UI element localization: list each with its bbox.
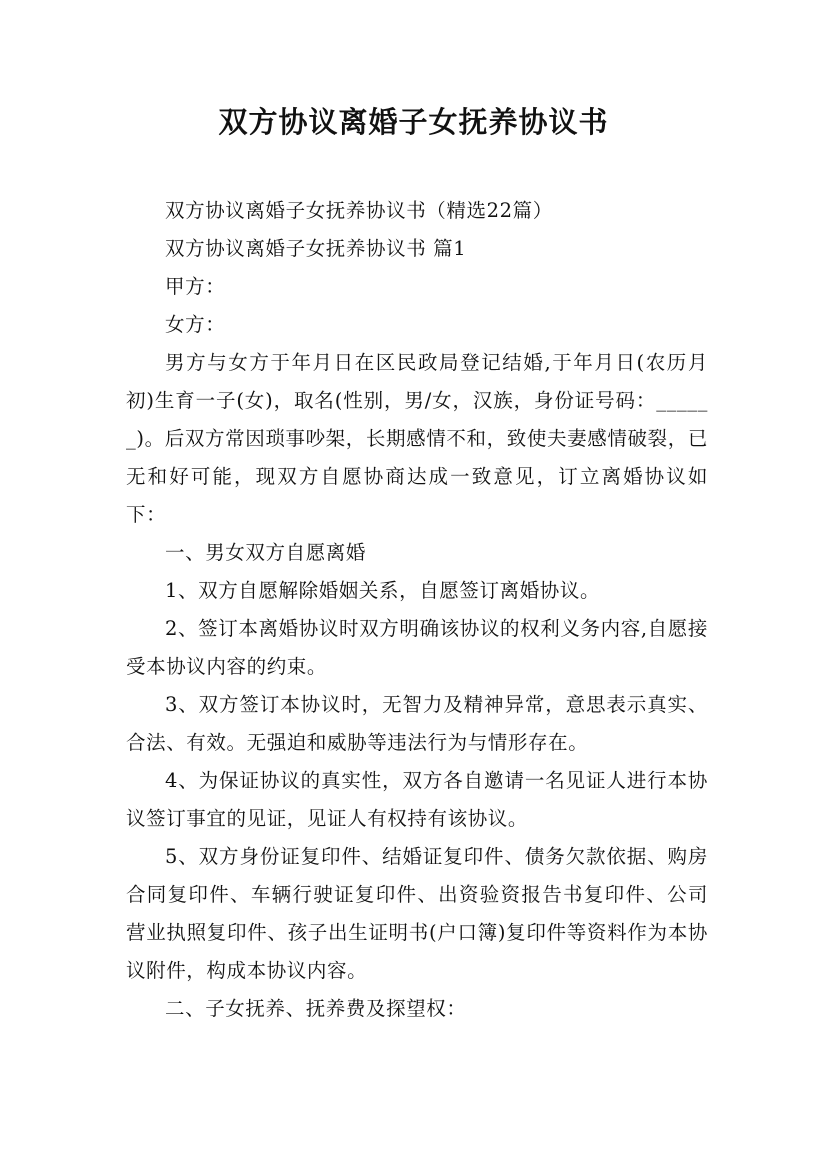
paragraph-clause-2-heading: 二、子女抚养、抚养费及探望权： — [165, 997, 467, 1020]
paragraph-item-2: 2、签订本离婚协议时双方明确该协议的权利义务内容,自愿接受本协议内容的约束。 — [126, 617, 708, 678]
document-body — [126, 192, 708, 1028]
document-title: 双方协议离婚子女抚养协议书 — [218, 105, 609, 139]
paragraph-section-heading: 双方协议离婚子女抚养协议书 篇1 — [165, 237, 467, 260]
paragraph-party-b: 女方： — [165, 313, 226, 336]
paragraph-item-3: 3、双方签订本协议时，无智力及精神异常，意思表示真实、合法、有效。无强迫和威胁等违法行为与情形存在。 — [126, 693, 708, 754]
paragraph-collection-heading: 双方协议离婚子女抚养协议书（精选22篇） — [165, 199, 553, 222]
paragraph-item-4: 4、为保证协议的真实性，双方各自邀请一名见证人进行本协议签订事宜的见证，见证人有权持有该协议。 — [126, 769, 708, 830]
paragraph-item-1: 1、双方自愿解除婚姻关系，自愿签订离婚协议。 — [165, 579, 601, 602]
paragraph-party-a: 甲方： — [165, 275, 226, 298]
paragraph-clause-1-heading: 一、男女双方自愿离婚 — [165, 541, 367, 564]
paragraph-intro: 男方与女方于年月日在区民政局登记结婚,于年月日(农历月初)生育一子(女)，取名(性别，男/女，汉族，身份证号码：______)。后双方常因琐事吵架，长期感情不和，致使夫妻感情破裂，已无和好可能，现双方自愿协商达成一致意见，订立离婚协议如下： — [126, 351, 708, 526]
paragraph-item-5: 5、双方身份证复印件、结婚证复印件、债务欠款依据、购房合同复印件、车辆行驶证复印件、出资验资报告书复印件、公司营业执照复印件、孩子出生证明书(户口簿)复印件等资料作为本协议附件，构成本协议内容。 — [126, 845, 708, 982]
